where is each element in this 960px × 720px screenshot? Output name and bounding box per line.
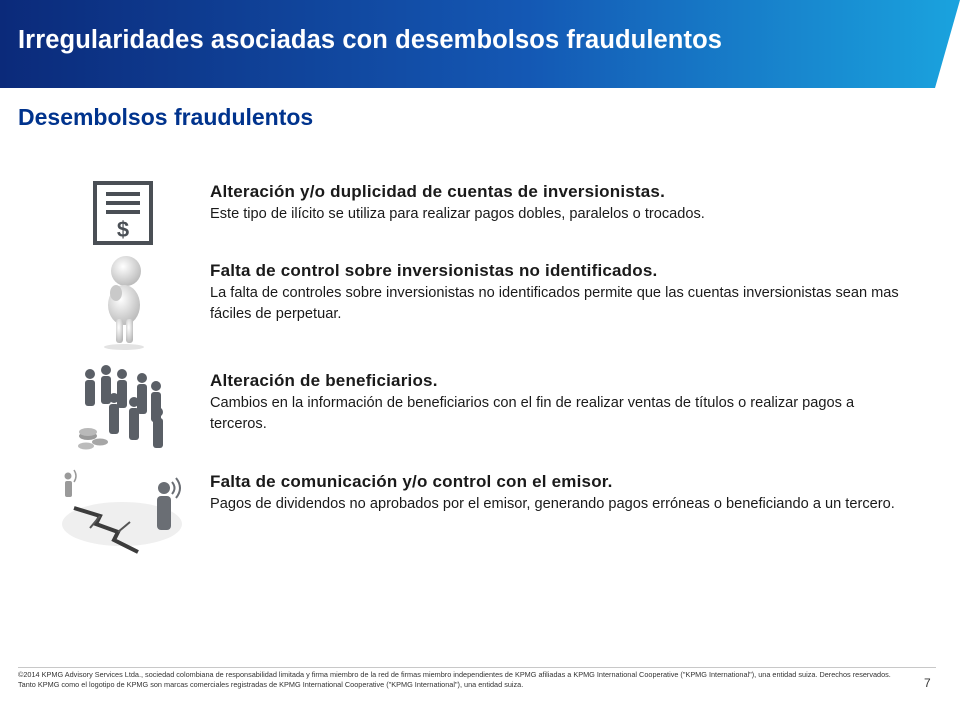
- page-number: 7: [924, 676, 931, 690]
- section-subtitle: Desembolsos fraudulentos: [18, 104, 314, 130]
- document-dollar-icon: [92, 180, 154, 251]
- item-description: Cambios en la información de beneficiarios con el fin de realizar ventas de títulos o realizar pagos a terceros.: [210, 395, 855, 432]
- header-banner: [0, 0, 960, 88]
- page-title: Irregularidades asociadas con desembolsos fraudulentos: [18, 26, 723, 54]
- thinking-person-icon: [94, 253, 154, 356]
- item-description: La falta de controles sobre inversionistas no identificados permite que las cuentas inversionistas sean mas fáciles de perpetuar.: [210, 285, 899, 322]
- footer-legal-text: ©2014 KPMG Advisory Services Ltda., sociedad colombiana de responsabilidad limitada y firma miembro de la red de firmas miembro independientes de KPMG afiliadas a KPMG International Cooperative ("KPMG International"), una entidad suiza. Derechos reservados. Tanto KPMG como el logotipo de KPMG son marcas comerciales registradas de KPMG International Cooperative ("KPMG International"), una entidad suiza.: [18, 670, 891, 689]
- people-group-icon: [76, 360, 182, 461]
- footer-divider: [18, 667, 936, 668]
- item-heading: Falta de control sobre inversionistas no identificados.: [210, 261, 658, 280]
- item-heading: Falta de comunicación y/o control con el emisor.: [210, 472, 613, 491]
- svg-text:$: $: [116, 217, 130, 242]
- item-heading: Alteración de beneficiarios.: [210, 371, 438, 390]
- item-description: Pagos de dividendos no aprobados por el emisor, generando pagos erróneas o beneficiando a un tercero.: [210, 496, 895, 512]
- item-heading: Alteración y/o duplicidad de cuentas de inversionistas.: [210, 182, 666, 201]
- communication-gap-icon: [60, 464, 184, 565]
- item-description: Este tipo de ilícito se utiliza para realizar pagos dobles, paralelos o trocados.: [210, 206, 705, 222]
